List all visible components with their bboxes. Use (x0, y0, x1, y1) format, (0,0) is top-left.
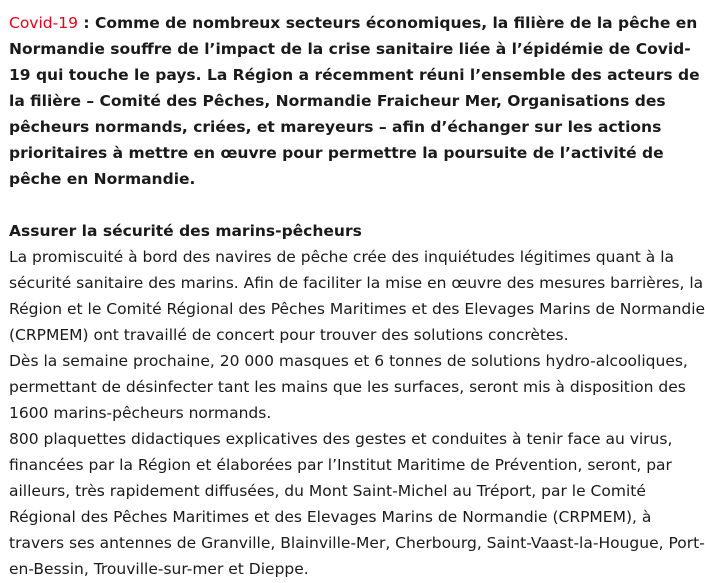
covid-tag: Covid-19 (9, 14, 78, 32)
paragraph-spacer (9, 192, 705, 218)
section-heading: Assurer la sécurité des marins-pêcheurs (9, 222, 362, 240)
paragraph-masks-distribution: Dès la semaine prochaine, 20 000 masques et 6 tonnes de solutions hydro-alcooliques, permettant de désinfecter tant les mains que les surfaces, seront mis à disposition des 1600 marins-pêcheurs normands. (9, 352, 688, 422)
article-intro (9, 10, 705, 192)
paragraph-sanitary-safety: La promiscuité à bord des navires de pêche crée des inquiétudes légitimes quant à la sécurité sanitaire des marins. Afin de faciliter la mise en œuvre des mesures barrières, la Région et le Comité Régional des Pêches Maritimes et des Elevages Marins de Normandie (CRPMEM) ont travaillé de concert pour trouver des solutions concrètes. (9, 248, 705, 344)
intro-text: : Comme de nombreux secteurs économiques, la filière de la pêche en Normandie souffre de l’impact de la crise sanitaire liée à l’épidémie de Covid-19 qui touche le pays. La Région a récemment réuni l’ensemble des acteurs de la filière – Comité des Pêches, Normandie Fraicheur Mer, Organisations des pêcheurs normands, criées, et mareyeurs – afin d’échanger sur les actions prioritaires à mettre en œuvre pour permettre la poursuite de l’activité de pêche en Normandie. (9, 14, 700, 188)
paragraph-leaflets-distribution: 800 plaquettes didactiques explicatives des gestes et conduites à tenir face au virus, financées par la Région et élaborées par l’Institut Maritime de Prévention, seront, par ailleurs, très rapidement diffusées, du Mont Saint-Michel au Tréport, par le Comité Régional des Pêches Maritimes et des Elevages Marins de Normandie (CRPMEM), à travers ses antennes de Granville, Blainville-Mer, Cherbourg, Saint-Vaast-la-Hougue, Port-en-Bessin, Trouville-sur-mer et Dieppe. (9, 430, 705, 578)
